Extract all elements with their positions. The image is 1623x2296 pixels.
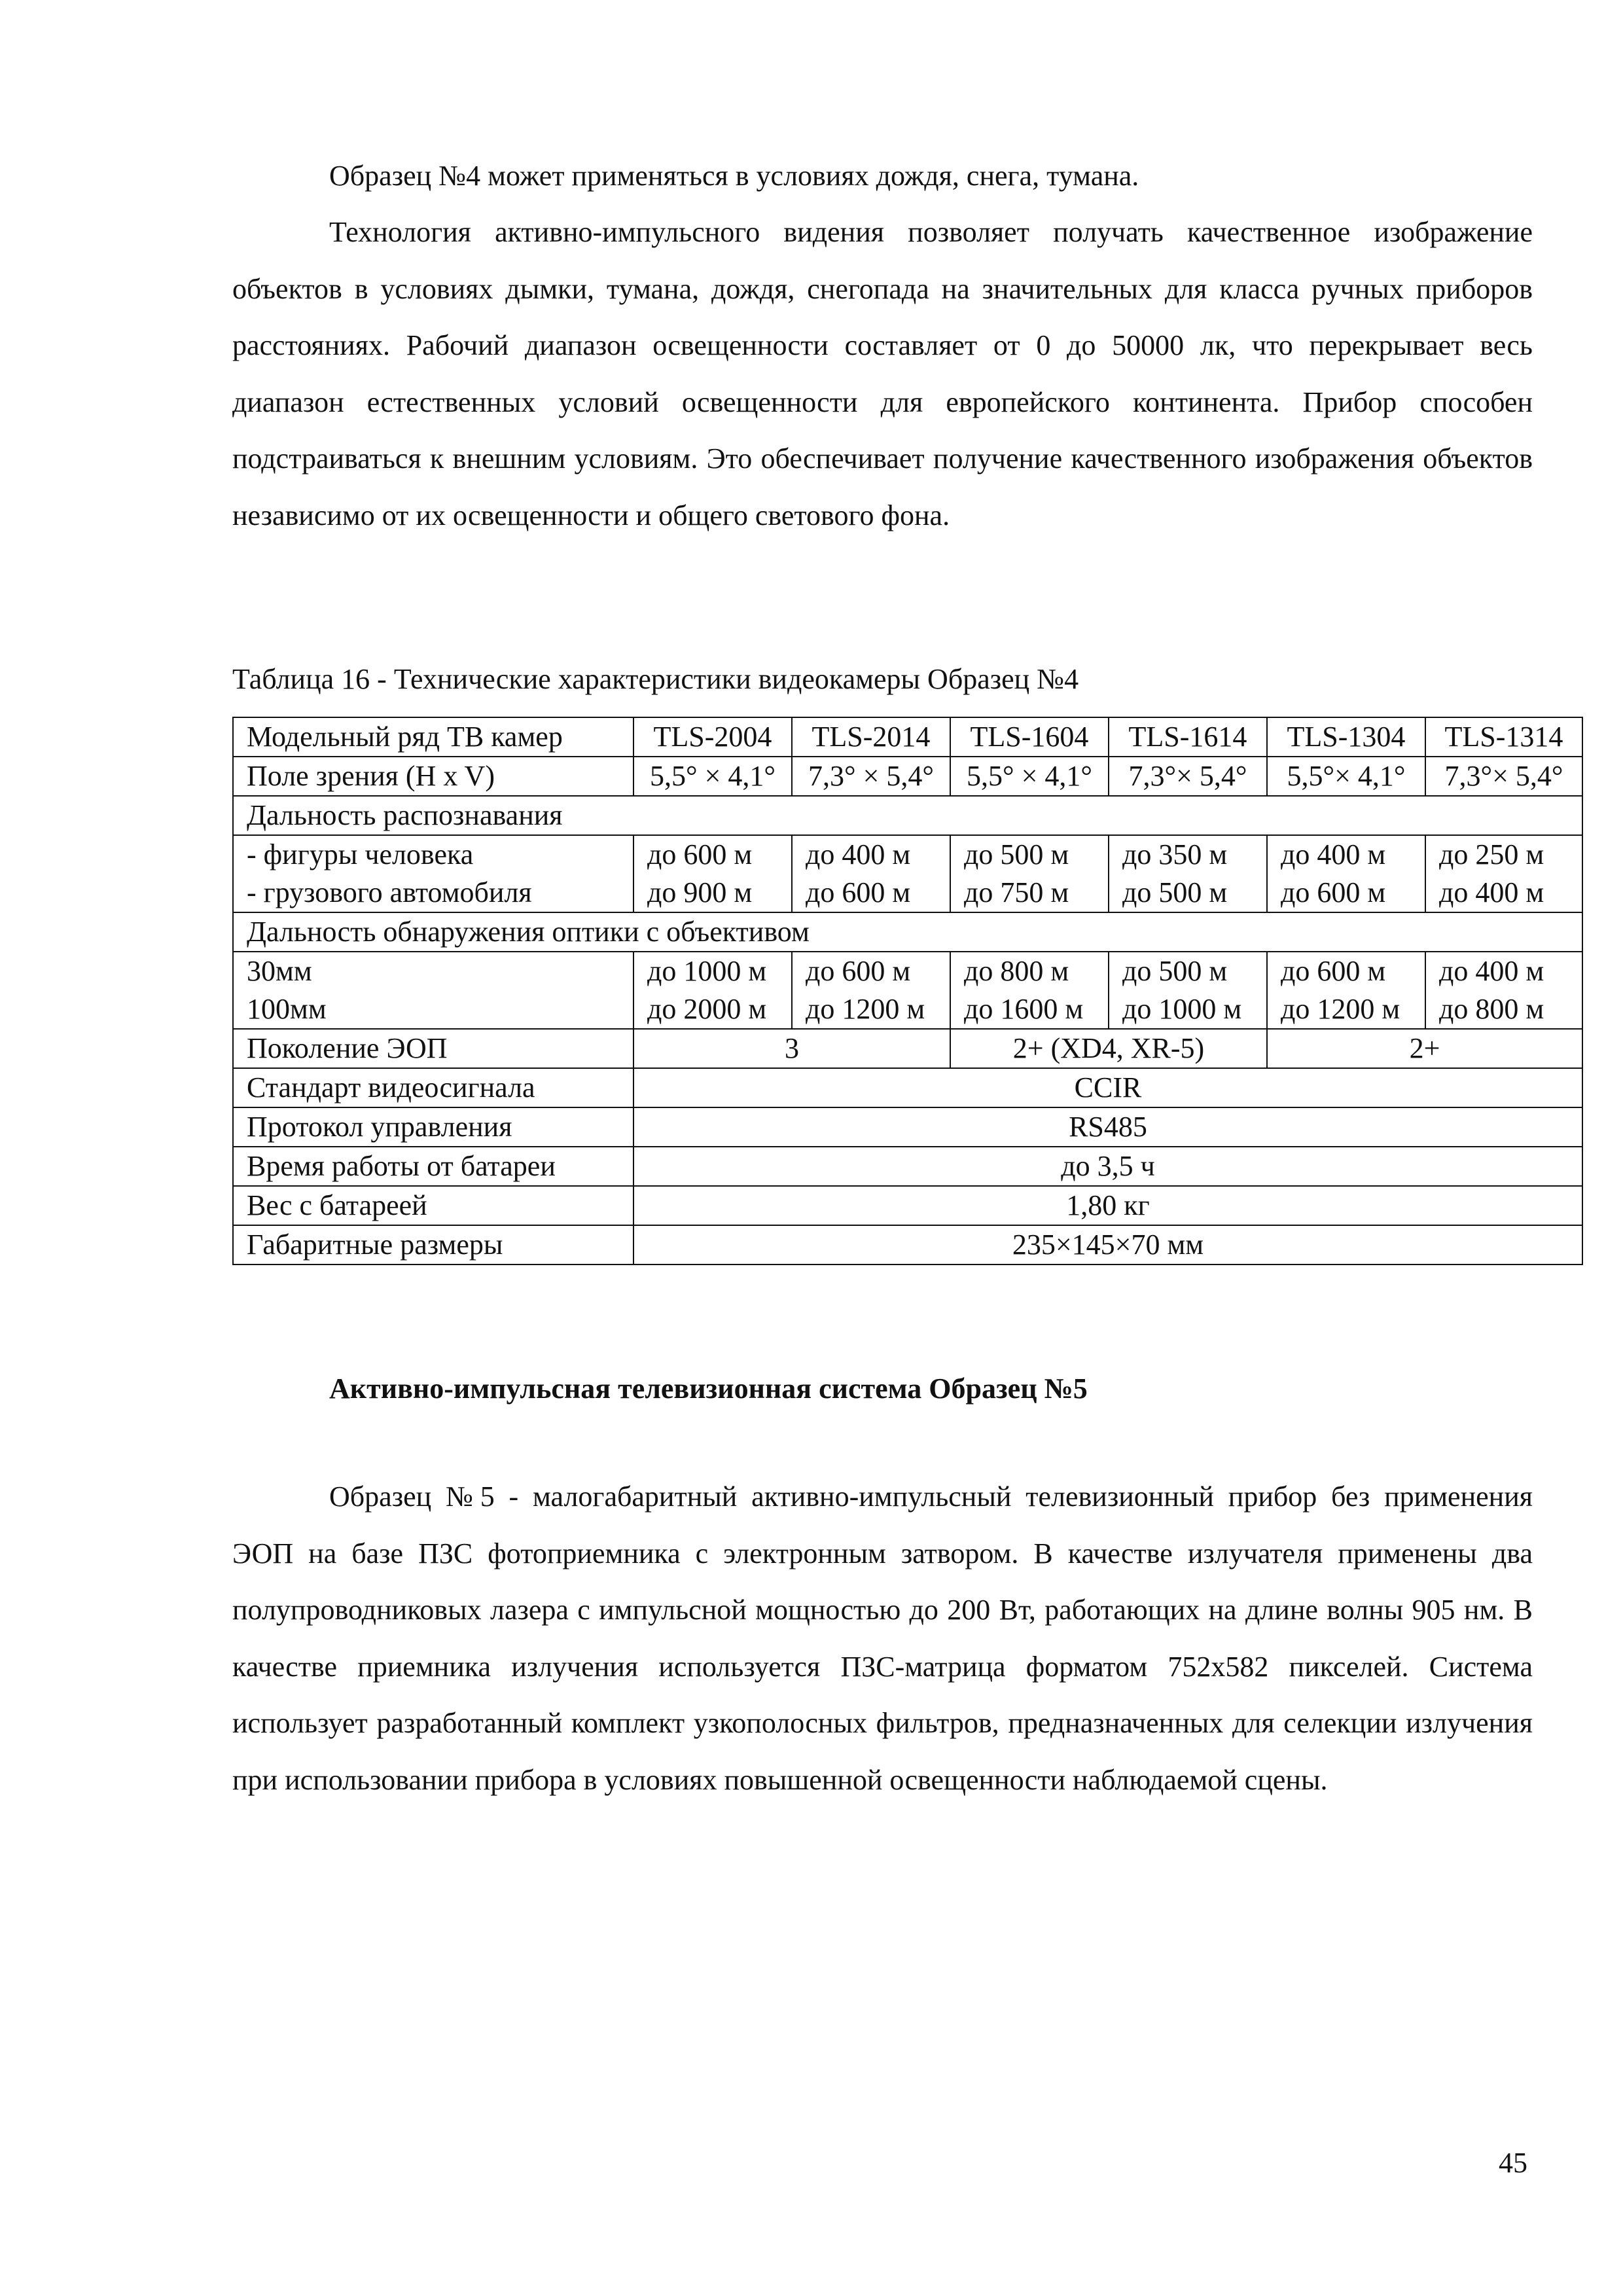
fov-cell: 5,5° × 4,1° <box>633 757 792 796</box>
person-label: - фигуры человека <box>247 838 474 870</box>
recognition-cell: до 250 м до 400 м <box>1425 835 1582 912</box>
model-cell: TLS-2004 <box>633 717 792 757</box>
table-row <box>233 1225 1582 1265</box>
row-label-battery: Время работы от батареи <box>233 1147 633 1186</box>
model-cell: TLS-1314 <box>1425 717 1582 757</box>
optics-cell: до 800 м до 1600 м <box>950 952 1109 1029</box>
fov-cell: 7,3°× 5,4° <box>1425 757 1582 796</box>
recognition-cell: до 500 м до 750 м <box>950 835 1109 912</box>
specifications-table <box>232 717 1583 1265</box>
fov-cell: 7,3°× 5,4° <box>1109 757 1267 796</box>
lens30-label: 30мм <box>247 955 312 987</box>
row-label-tube: Поколение ЭОП <box>233 1029 633 1068</box>
tube-cell: 2+ <box>1267 1029 1582 1068</box>
page-number: 45 <box>1499 2147 1527 2179</box>
row-label-weight: Вес с батареей <box>233 1186 633 1225</box>
table-row <box>233 952 1582 1029</box>
tube-cell: 3 <box>633 1029 950 1068</box>
section-label-optics: Дальность обнаружения оптики с объективом <box>233 912 1582 952</box>
recognition-cell: до 400 м до 600 м <box>1267 835 1425 912</box>
paragraph-sample5-description: Образец №5 - малогабаритный активно-импульсный телевизионный прибор без применения ЭОП на базе ПЗС фотоприемника с электронным затвором. В качестве излучателя применены два полупроводниковых лазера с импульсной мощностью до 200 Вт, работающих на длине волны 905 нм. В качестве приемника излучения используется ПЗС-матрица форматом 752x582 пикселей. Система использует разработанный комплект узкополосных фильтров, предназначенных для селекции излучения при использовании прибора в условиях повышенной освещенности наблюдаемой сцены. <box>232 1480 1533 1796</box>
table-row <box>233 717 1582 757</box>
fov-cell: 5,5°× 4,1° <box>1267 757 1425 796</box>
row-label-protocol: Протокол управления <box>233 1107 633 1147</box>
truck-label: - грузового автомобиля <box>247 876 532 908</box>
size-cell: 235×145×70 мм <box>633 1225 1582 1265</box>
recognition-cell: до 600 м до 900 м <box>633 835 792 912</box>
paragraph-technology-description: Технология активно-импульсного видения позволяет получать качественное изображение объектов в условиях дымки, тумана, дождя, снегопада на значительных для класса ручных приборов расстояниях. Рабочий диапазон освещенности составляет от 0 до 50000 лк, что перекрывает весь диапазон естественных условий освещенности для европейского континента. Прибор способен подстраиваться к внешним условиям. Это обеспечивает получение качественного изображения объектов независимо от их освещенности и общего светового фона. <box>232 216 1533 531</box>
model-cell: TLS-2014 <box>792 717 950 757</box>
table-row <box>233 1147 1582 1186</box>
section-label-recognition: Дальность распознавания <box>233 796 1582 835</box>
table-row <box>233 912 1582 952</box>
table-row <box>233 757 1582 796</box>
weight-cell: 1,80 кг <box>633 1186 1582 1225</box>
table-row <box>233 835 1582 912</box>
recognition-cell: до 400 м до 600 м <box>792 835 950 912</box>
table-row <box>233 796 1582 835</box>
optics-cell: до 500 м до 1000 м <box>1109 952 1267 1029</box>
model-cell: TLS-1614 <box>1109 717 1267 757</box>
optics-cell: до 600 м до 1200 м <box>1267 952 1425 1029</box>
optics-cell: до 400 м до 800 м <box>1425 952 1582 1029</box>
row-label-size: Габаритные размеры <box>233 1225 633 1265</box>
paragraph-sample4-conditions: Образец №4 может применяться в условиях дождя, снега, тумана. <box>329 160 1139 192</box>
video-cell: CCIR <box>633 1068 1582 1107</box>
row-label-video: Стандарт видеосигнала <box>233 1068 633 1107</box>
model-cell: TLS-1304 <box>1267 717 1425 757</box>
tube-cell: 2+ (XD4, XR-5) <box>950 1029 1267 1068</box>
optics-cell: до 1000 м до 2000 м <box>633 952 792 1029</box>
battery-cell: до 3,5 ч <box>633 1147 1582 1186</box>
row-label-lenses <box>233 952 633 1029</box>
model-cell: TLS-1604 <box>950 717 1109 757</box>
table-row <box>233 1107 1582 1147</box>
fov-cell: 5,5° × 4,1° <box>950 757 1109 796</box>
table-row <box>233 1068 1582 1107</box>
table-caption: Таблица 16 - Технические характеристики видеокамеры Образец №4 <box>232 663 1079 695</box>
recognition-cell: до 350 м до 500 м <box>1109 835 1267 912</box>
row-label-models: Модельный ряд ТВ камер <box>233 717 633 757</box>
optics-cell: до 600 м до 1200 м <box>792 952 950 1029</box>
section-heading: Активно-импульсная телевизионная система Образец №5 <box>329 1372 1088 1405</box>
row-label-fov: Поле зрения (H x V) <box>233 757 633 796</box>
lens100-label: 100мм <box>247 993 327 1025</box>
protocol-cell: RS485 <box>633 1107 1582 1147</box>
row-label-recognition-targets <box>233 835 633 912</box>
table-row <box>233 1029 1582 1068</box>
table-row <box>233 1186 1582 1225</box>
fov-cell: 7,3° × 5,4° <box>792 757 950 796</box>
